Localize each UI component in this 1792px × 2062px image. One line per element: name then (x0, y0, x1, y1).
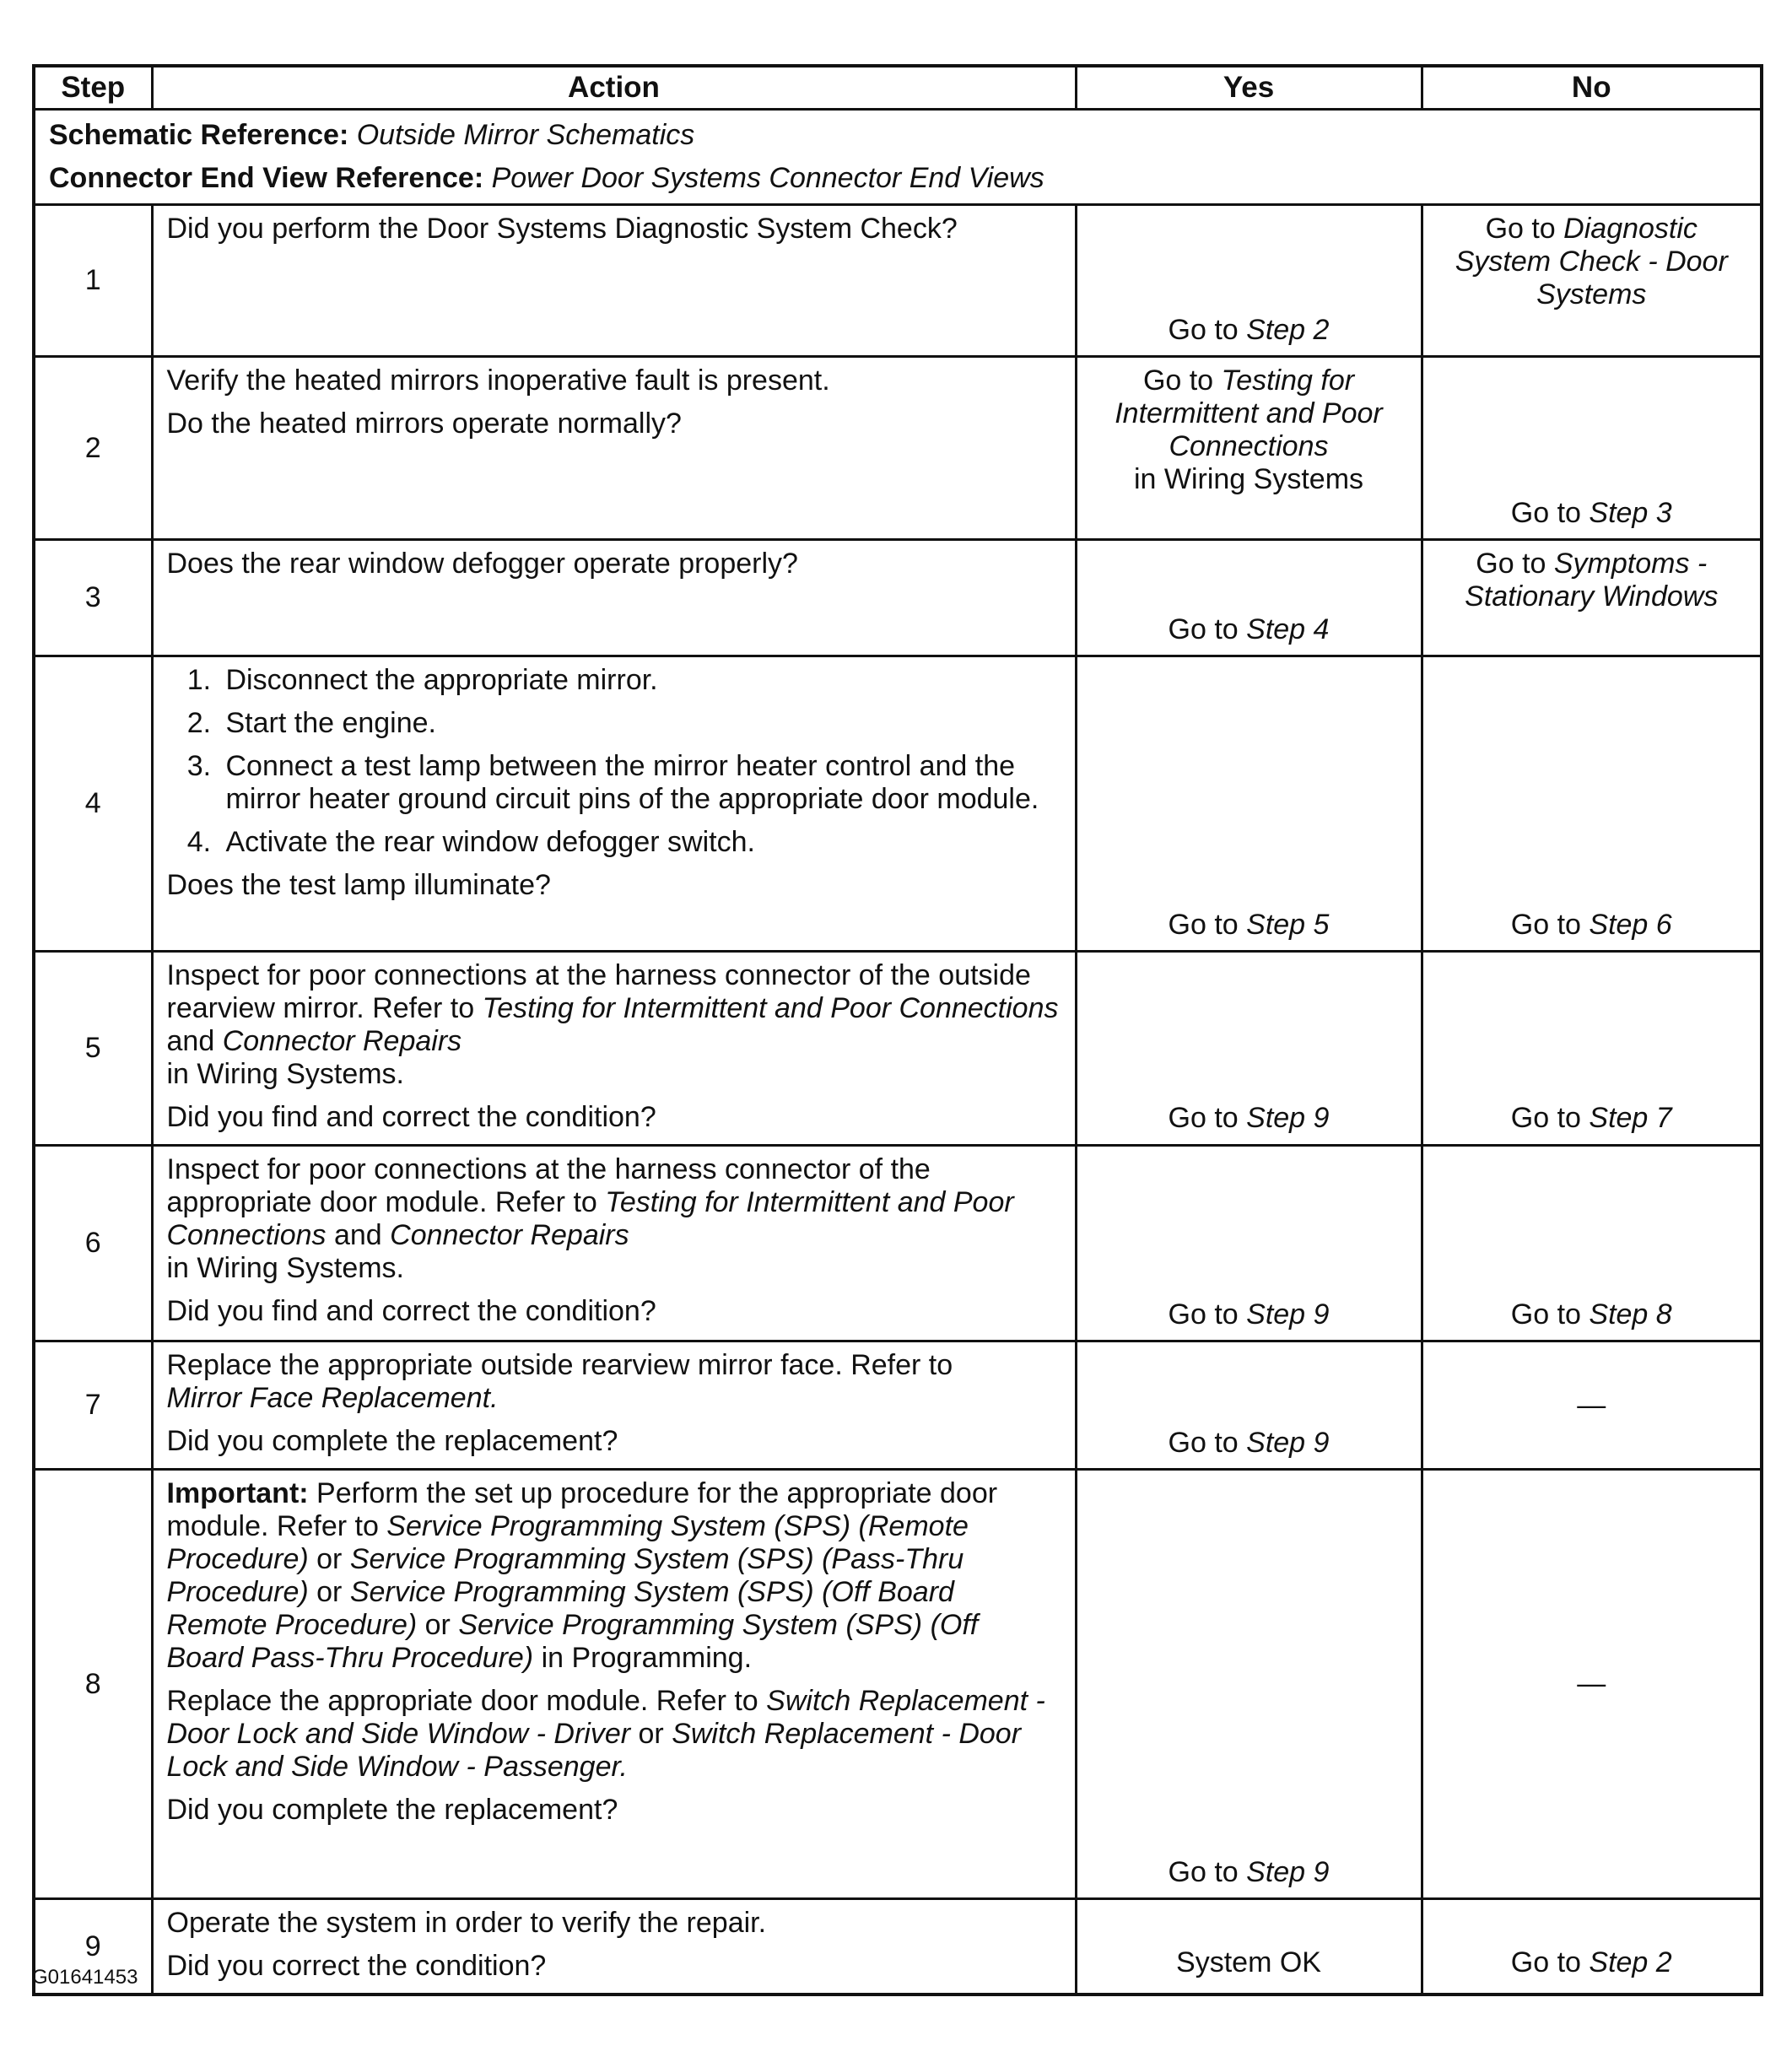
no-result (1423, 1102, 1761, 1135)
yes-cell (1076, 1341, 1422, 1470)
reference-link: Connector Repairs (222, 1025, 462, 1057)
step-question: Did you find and correct the condition? (166, 1101, 656, 1133)
diagnostic-table (32, 64, 1763, 1996)
yes-result-link: Step 4 (1246, 613, 1330, 645)
step-row-9 (34, 1899, 1762, 1995)
step-action (152, 205, 1076, 357)
yes-result-prefix: Go to (1168, 909, 1247, 941)
step-action (152, 540, 1076, 656)
schematic-reference-value: Outside Mirror Schematics (356, 119, 695, 151)
no-cell (1422, 357, 1762, 540)
step-row-4 (34, 656, 1762, 952)
step-action (152, 952, 1076, 1146)
no-cell (1422, 952, 1762, 1146)
no-result-dash: — (1577, 1389, 1606, 1421)
step-question: Did you find and correct the condition? (166, 1295, 656, 1327)
no-result-prefix: Go to (1476, 548, 1554, 580)
step-action (152, 357, 1076, 540)
instruction-text: Inspect for poor connections at the harness connector of the appropriate door module. Refer to (166, 1153, 931, 1218)
no-result-link: Step 2 (1589, 1946, 1672, 1978)
procedure-item: 4. Activate the rear window defogger switch. (219, 826, 1061, 859)
yes-result (1089, 364, 1409, 496)
yes-result-link: Step 9 (1246, 1102, 1330, 1134)
header-step: Step (34, 66, 152, 110)
step-number: 4 (34, 656, 152, 952)
step-question: Did you complete the replacement? (166, 1794, 618, 1826)
step-number: 6 (34, 1146, 152, 1341)
important-note (167, 1477, 1061, 1675)
yes-result-suffix: in Wiring Systems (1133, 463, 1364, 495)
instruction-text: and (166, 1025, 223, 1057)
yes-cell (1076, 952, 1422, 1146)
no-result-prefix: Go to (1510, 1298, 1590, 1331)
step-row-8 (34, 1470, 1762, 1899)
yes-cell (1076, 1146, 1422, 1341)
no-result-prefix: Go to (1485, 213, 1564, 245)
step-question: Does the test lamp illuminate? (166, 869, 551, 901)
instruction-text: Replace the appropriate door module. Refer to (166, 1685, 767, 1717)
header-no: No (1422, 66, 1762, 110)
instruction-text: or (630, 1718, 672, 1750)
reference-row (34, 110, 1762, 205)
instruction-text: Perform the set up procedure for the appropriate door module. Refer to (166, 1477, 998, 1542)
diagnostic-table-frame (32, 64, 1760, 1996)
yes-cell (1076, 656, 1422, 952)
step-row-5 (34, 952, 1762, 1146)
step-action (152, 1341, 1076, 1470)
step-number: 9 (34, 1899, 152, 1995)
reference-link: Mirror Face Replacement. (166, 1382, 499, 1414)
no-result-link: Step 8 (1589, 1298, 1672, 1331)
step-number: 3 (34, 540, 152, 656)
yes-result-prefix: Go to (1168, 613, 1247, 645)
no-result (1435, 548, 1749, 613)
connector-reference-value: Power Door Systems Connector End Views (491, 162, 1044, 194)
step-row-2 (34, 357, 1762, 540)
yes-result (1077, 1298, 1421, 1331)
no-cell (1422, 1341, 1762, 1470)
no-result (1435, 213, 1749, 311)
no-result-prefix: Go to (1510, 909, 1590, 941)
reference-link: Service Programming System (SPS) (Pass-Thru Procedure) (166, 1543, 964, 1608)
no-result (1423, 909, 1761, 942)
procedure-item: 3. Connect a test lamp between the mirror heater control and the mirror heater ground circuit pins of the appropriate door module. (219, 750, 1061, 816)
step-row-3 (34, 540, 1762, 656)
step-question: Do the heated mirrors operate normally? (166, 408, 682, 440)
step-instruction: Operate the system in order to verify the repair. (166, 1907, 767, 1939)
yes-result-prefix: Go to (1142, 364, 1222, 397)
yes-result (1077, 909, 1421, 942)
header-row (34, 66, 1762, 110)
step-number: 5 (34, 952, 152, 1146)
yes-result (1077, 314, 1421, 347)
step-row-7 (34, 1341, 1762, 1470)
no-result-link: Diagnostic System Check - Door Systems (1455, 213, 1728, 310)
step-action (152, 1146, 1076, 1341)
step-number: 2 (34, 357, 152, 540)
no-result (1423, 1298, 1761, 1331)
step-number: 1 (34, 205, 152, 357)
reference-link: Switch Replacement - Door Lock and Side Window - Driver (166, 1685, 1045, 1750)
yes-result (1077, 1856, 1421, 1889)
no-cell (1422, 1146, 1762, 1341)
step-procedure-list (167, 664, 1061, 859)
step-action (152, 656, 1076, 952)
yes-result-link: Step 9 (1246, 1427, 1330, 1459)
yes-result-link: Testing for Intermittent and Poor Connections (1115, 364, 1383, 462)
instruction-text: in Programming. (533, 1642, 753, 1674)
no-cell (1422, 1899, 1762, 1995)
step-row-6 (34, 1146, 1762, 1341)
step-question: Did you perform the Door Systems Diagnostic System Check? (166, 213, 958, 245)
yes-result (1077, 613, 1421, 646)
yes-result (1077, 1102, 1421, 1135)
yes-result: System OK (1176, 1946, 1321, 1978)
header-action: Action (152, 66, 1076, 110)
important-label: Important: (166, 1477, 309, 1509)
yes-cell (1076, 540, 1422, 656)
instruction-text: Inspect for poor connections at the harness connector of the outside rearview mirror. Refer to (166, 959, 1031, 1024)
instruction-text: Replace the appropriate outside rearview mirror face. Refer to (166, 1349, 953, 1381)
reference-link: Connector Repairs (390, 1219, 629, 1251)
no-result-link: Step 7 (1589, 1102, 1672, 1134)
header-yes: Yes (1076, 66, 1422, 110)
step-row-1 (34, 205, 1762, 357)
no-result (1423, 1946, 1761, 1979)
reference-link: Switch Replacement - Door Lock and Side Window - Passenger. (166, 1718, 1022, 1783)
yes-result-link: Step 9 (1246, 1298, 1330, 1331)
reference-link: Testing for Intermittent and Poor Connections (166, 1186, 1014, 1251)
no-result-link: Step 6 (1589, 909, 1672, 941)
no-result-link: Symptoms - Stationary Windows (1465, 548, 1719, 613)
reference-link: Testing for Intermittent and Poor Connections (482, 992, 1059, 1024)
figure-id: G01641453 (32, 1966, 138, 1989)
connector-reference (49, 162, 1746, 195)
step-instruction (167, 1349, 1061, 1415)
step-action (152, 1470, 1076, 1899)
step-number: 8 (34, 1470, 152, 1899)
reference-link: Service Programming System (SPS) (Off Board Pass-Thru Procedure) (166, 1609, 979, 1674)
schematic-reference-label: Schematic Reference: (49, 119, 349, 151)
instruction-text: in Wiring Systems. (166, 1058, 404, 1090)
instruction-text: or (308, 1576, 350, 1608)
no-cell (1422, 205, 1762, 357)
no-result-prefix: Go to (1510, 497, 1590, 529)
reference-link: Service Programming System (SPS) (Off Board Remote Procedure) (166, 1576, 954, 1641)
instruction-text: or (308, 1543, 350, 1575)
procedure-item: 1. Disconnect the appropriate mirror. (219, 664, 1061, 697)
no-result (1423, 497, 1761, 530)
procedure-item: 2. Start the engine. (219, 707, 1061, 740)
yes-result-prefix: Go to (1168, 1427, 1247, 1459)
step-number: 7 (34, 1341, 152, 1470)
no-result-prefix: Go to (1510, 1946, 1590, 1978)
step-instruction (167, 1153, 1061, 1285)
yes-result-link: Step 2 (1246, 314, 1330, 346)
yes-cell (1076, 1470, 1422, 1899)
yes-result-prefix: Go to (1168, 314, 1247, 346)
reference-link: Service Programming System (SPS) (Remote Procedure) (166, 1510, 969, 1575)
step-instruction (167, 1685, 1061, 1784)
yes-result-prefix: Go to (1168, 1102, 1247, 1134)
connector-reference-label: Connector End View Reference: (49, 162, 484, 194)
no-result-link: Step 3 (1589, 497, 1672, 529)
instruction-text: in Wiring Systems. (166, 1252, 404, 1284)
no-cell (1422, 1470, 1762, 1899)
no-result-prefix: Go to (1510, 1102, 1590, 1134)
no-result-dash: — (1577, 1667, 1606, 1700)
yes-result-prefix: Go to (1168, 1856, 1247, 1888)
instruction-text: or (417, 1609, 459, 1641)
yes-result-link: Step 5 (1246, 909, 1330, 941)
yes-result-prefix: Go to (1168, 1298, 1247, 1331)
step-question: Did you correct the condition? (166, 1950, 547, 1982)
yes-cell (1076, 357, 1422, 540)
yes-result-link: Step 9 (1246, 1856, 1330, 1888)
schematic-reference (49, 119, 1746, 152)
step-instruction: Verify the heated mirrors inoperative fault is present. (166, 364, 830, 397)
instruction-text: and (326, 1219, 391, 1251)
step-action (152, 1899, 1076, 1995)
step-question: Does the rear window defogger operate properly? (166, 548, 798, 580)
yes-cell (1076, 1899, 1422, 1995)
step-question: Did you complete the replacement? (166, 1425, 618, 1457)
step-instruction (167, 959, 1061, 1091)
reference-cell (34, 110, 1762, 205)
yes-cell (1076, 205, 1422, 357)
yes-result (1077, 1427, 1421, 1460)
no-cell (1422, 656, 1762, 952)
no-cell (1422, 540, 1762, 656)
